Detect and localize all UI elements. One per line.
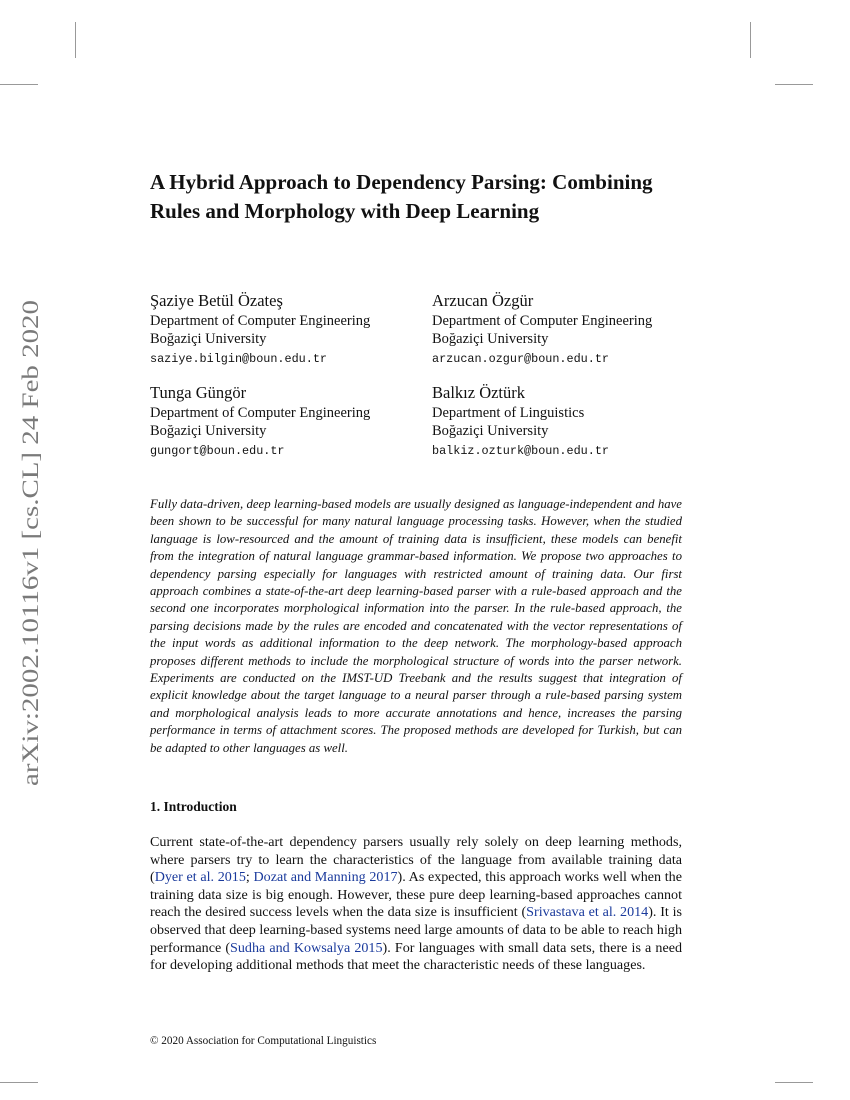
author-email[interactable]: saziye.bilgin@boun.edu.tr <box>150 352 327 366</box>
author-name: Şaziye Betül Özateş <box>150 291 283 310</box>
author-name: Tunga Güngör <box>150 383 247 402</box>
section-heading-introduction: 1. Introduction <box>150 799 237 814</box>
intro-text: ). For languages with small data sets, there is a need for developing additional methods that meet the characteristic needs of these languages. <box>150 939 683 974</box>
author-block <box>150 382 370 460</box>
crop-mark-top-left <box>75 22 76 58</box>
intro-text: ). It is observed that deep learning-based systems need large amounts of data to be able to reach high performance ( <box>150 904 682 956</box>
author-department: Department of Linguistics <box>432 405 585 421</box>
crop-mark-right-top <box>775 84 813 85</box>
author-block <box>150 290 370 368</box>
crop-mark-right-bottom <box>775 1082 813 1083</box>
author-email[interactable]: gungort@boun.edu.tr <box>150 444 285 458</box>
paper-title: A Hybrid Approach to Dependency Parsing: Combining Rules and Morphology with Deep Learning <box>150 170 653 223</box>
intro-text: ). As expected, this approach works well when the training data size is big enough. However, these pure deep learning-based approaches cannot reach the desired success levels when the data size is insufficient ( <box>150 869 682 921</box>
citation-link[interactable]: Srivastava et al. 2014 <box>526 904 649 921</box>
author-department: Department of Computer Engineering <box>432 313 653 329</box>
citation-link[interactable]: Dyer et al. 2015 <box>154 869 246 886</box>
author-university: Boğaziçi University <box>432 423 549 439</box>
author-block <box>432 382 609 460</box>
crop-mark-left-top <box>0 84 38 85</box>
author-department: Department of Computer Engineering <box>150 405 371 421</box>
intro-text: ; <box>245 869 254 886</box>
arxiv-stamp-text: arXiv:2002.10116v1 [cs.CL] 24 Feb 2020 <box>18 391 44 786</box>
citation-link[interactable]: Dozat and Manning 2017 <box>253 869 398 886</box>
author-university: Boğaziçi University <box>150 423 267 439</box>
author-university: Boğaziçi University <box>150 331 267 347</box>
abstract: Fully data-driven, deep learning-based models are usually designed as language-independent and have been shown to be successful for many natural language processing tasks. However, when the studied language is low-resourced and the amount of training data is insufficient, these models can benefit from the integration of natural language grammar-based information. We propose two approaches to dependency parsing especially for languages with restricted amount of training data. Our first approach combines a state-of-the-art deep learning-based parser with a rule-based approach and the second one incorporates morphological information into the parser. In the rule-based approach, the parsing decisions made by the rules are encoded and concatenated with the vector representations of the input words as additional information to the deep network. The morphology-based approach proposes different methods to include the morphological structure of words into the parser network. Experiments are conducted on the IMST-UD Treebank and the results suggest that integration of explicit knowledge about the target language to a neural parser through a rule-based parsing system and morphological analysis leads to more accurate annotations and hence, increases the parsing performance in terms of attachment scores. The proposed methods are developed for Turkish, but can be adapted to other languages as well. <box>150 497 682 755</box>
author-name: Balkız Öztürk <box>432 383 526 402</box>
crop-mark-left-bottom <box>0 1082 38 1083</box>
crop-mark-top-right <box>750 22 751 58</box>
copyright-notice: © 2020 Association for Computational Linguistics <box>150 1035 377 1047</box>
introduction-paragraph <box>150 834 682 975</box>
arxiv-identifier-stamp <box>4 298 46 788</box>
author-name: Arzucan Özgür <box>432 291 534 310</box>
author-department: Department of Computer Engineering <box>150 313 371 329</box>
author-block <box>432 290 652 368</box>
author-university: Boğaziçi University <box>432 331 549 347</box>
citation-link[interactable]: Sudha and Kowsalya 2015 <box>230 939 383 956</box>
author-email[interactable]: balkiz.ozturk@boun.edu.tr <box>432 444 609 458</box>
intro-text: Current state-of-the-art dependency parsers usually rely solely on deep learning methods, where parsers try to learn the characteristics of the language from available training data ( <box>150 834 682 886</box>
author-email[interactable]: arzucan.ozgur@boun.edu.tr <box>432 352 609 366</box>
